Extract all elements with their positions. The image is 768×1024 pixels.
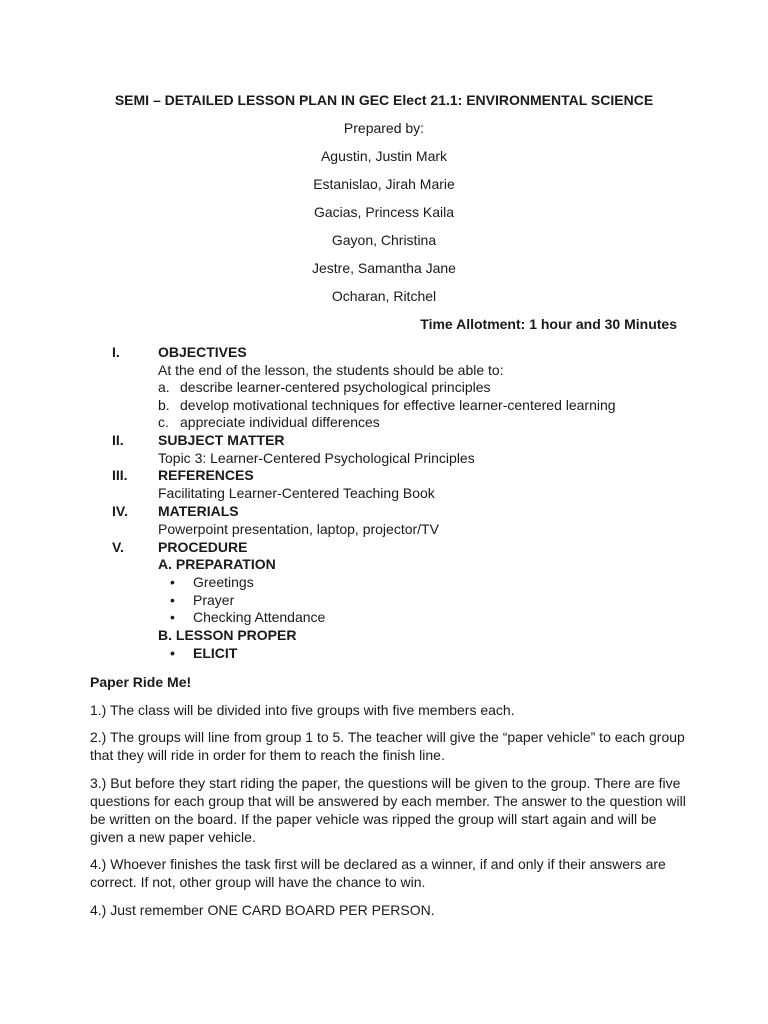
list-marker: c. [158, 414, 169, 430]
preparation-item [170, 574, 254, 590]
lesson-proper-item-text: ELICIT [193, 645, 238, 661]
preparation-item [170, 592, 234, 608]
subject-matter-text: Topic 3: Learner-Centered Psychological Principles [158, 450, 475, 466]
bullet-icon: • [170, 574, 175, 590]
objective-item [158, 397, 616, 413]
section-heading-subject-matter: SUBJECT MATTER [158, 432, 285, 448]
activity-paragraph: 4.) Just remember ONE CARD BOARD PER PERSON. [90, 902, 435, 918]
author-name: Jestre, Samantha Jane [312, 260, 456, 276]
objective-item [158, 379, 491, 395]
references-text: Facilitating Learner-Centered Teaching Book [158, 485, 435, 501]
section-number: III. [112, 467, 128, 483]
section-number: I. [112, 344, 120, 360]
preparation-item-text: Checking Attendance [193, 609, 326, 625]
activity-title: Paper Ride Me! [90, 674, 192, 690]
objective-item [158, 414, 380, 430]
bullet-icon: • [170, 609, 175, 625]
objective-text: describe learner-centered psychological principles [180, 379, 491, 395]
objective-text: appreciate individual differences [180, 414, 380, 430]
list-marker: b. [158, 397, 170, 413]
section-heading-materials: MATERIALS [158, 503, 239, 519]
preparation-item-text: Greetings [193, 574, 254, 590]
author-name: Gayon, Christina [331, 232, 437, 248]
time-allotment: Time Allotment: 1 hour and 30 Minutes [420, 316, 677, 332]
author-name: Estanislao, Jirah Marie [313, 176, 455, 192]
author-name: Gacias, Princess Kaila [313, 204, 455, 220]
preparation-item-text: Prayer [193, 592, 235, 608]
bullet-icon: • [170, 645, 175, 661]
subsection-heading-lesson-proper: B. LESSON PROPER [158, 627, 297, 643]
section-heading-references: REFERENCES [158, 467, 254, 483]
section-number: V. [112, 539, 124, 555]
objective-text: develop motivational techniques for effective learner-centered learning [180, 397, 616, 413]
preparation-item [170, 609, 325, 625]
activity-paragraph: 4.) Whoever finishes the task first will be declared as a winner, if and only if their answers are correct. If not, other group will have the chance to win. [90, 856, 666, 890]
document-title: SEMI – DETAILED LESSON PLAN IN GEC Elect 21.1: ENVIRONMENTAL SCIENCE [114, 92, 654, 108]
author-name: Ocharan, Ritchel [331, 288, 437, 304]
list-marker: a. [158, 379, 170, 395]
section-number: II. [112, 432, 124, 448]
bullet-icon: • [170, 592, 175, 608]
subsection-heading-preparation: A. PREPARATION [158, 556, 276, 572]
lesson-proper-item [170, 645, 237, 661]
objectives-intro: At the end of the lesson, the students should be able to: [158, 362, 504, 378]
activity-paragraph: 2.) The groups will line from group 1 to 5. The teacher will give the “paper vehicle” to each group that they will ride in order for them to reach the finish line. [90, 729, 685, 763]
author-name: Agustin, Justin Mark [320, 148, 448, 164]
section-heading-objectives: OBJECTIVES [158, 344, 247, 360]
section-number: IV. [112, 503, 128, 519]
activity-paragraph: 1.) The class will be divided into five groups with five members each. [90, 702, 515, 718]
activity-paragraph: 3.) But before they start riding the paper, the questions will be given to the group. There are five questions for each group that will be answered by each member. The answer to the question will be written on the board. If the paper vehicle was ripped the group will start again and will be given a new paper vehicle. [90, 775, 686, 845]
section-heading-procedure: PROCEDURE [158, 539, 248, 555]
prepared-by-label: Prepared by: [343, 120, 425, 136]
materials-text: Powerpoint presentation, laptop, projector/TV [158, 521, 439, 537]
